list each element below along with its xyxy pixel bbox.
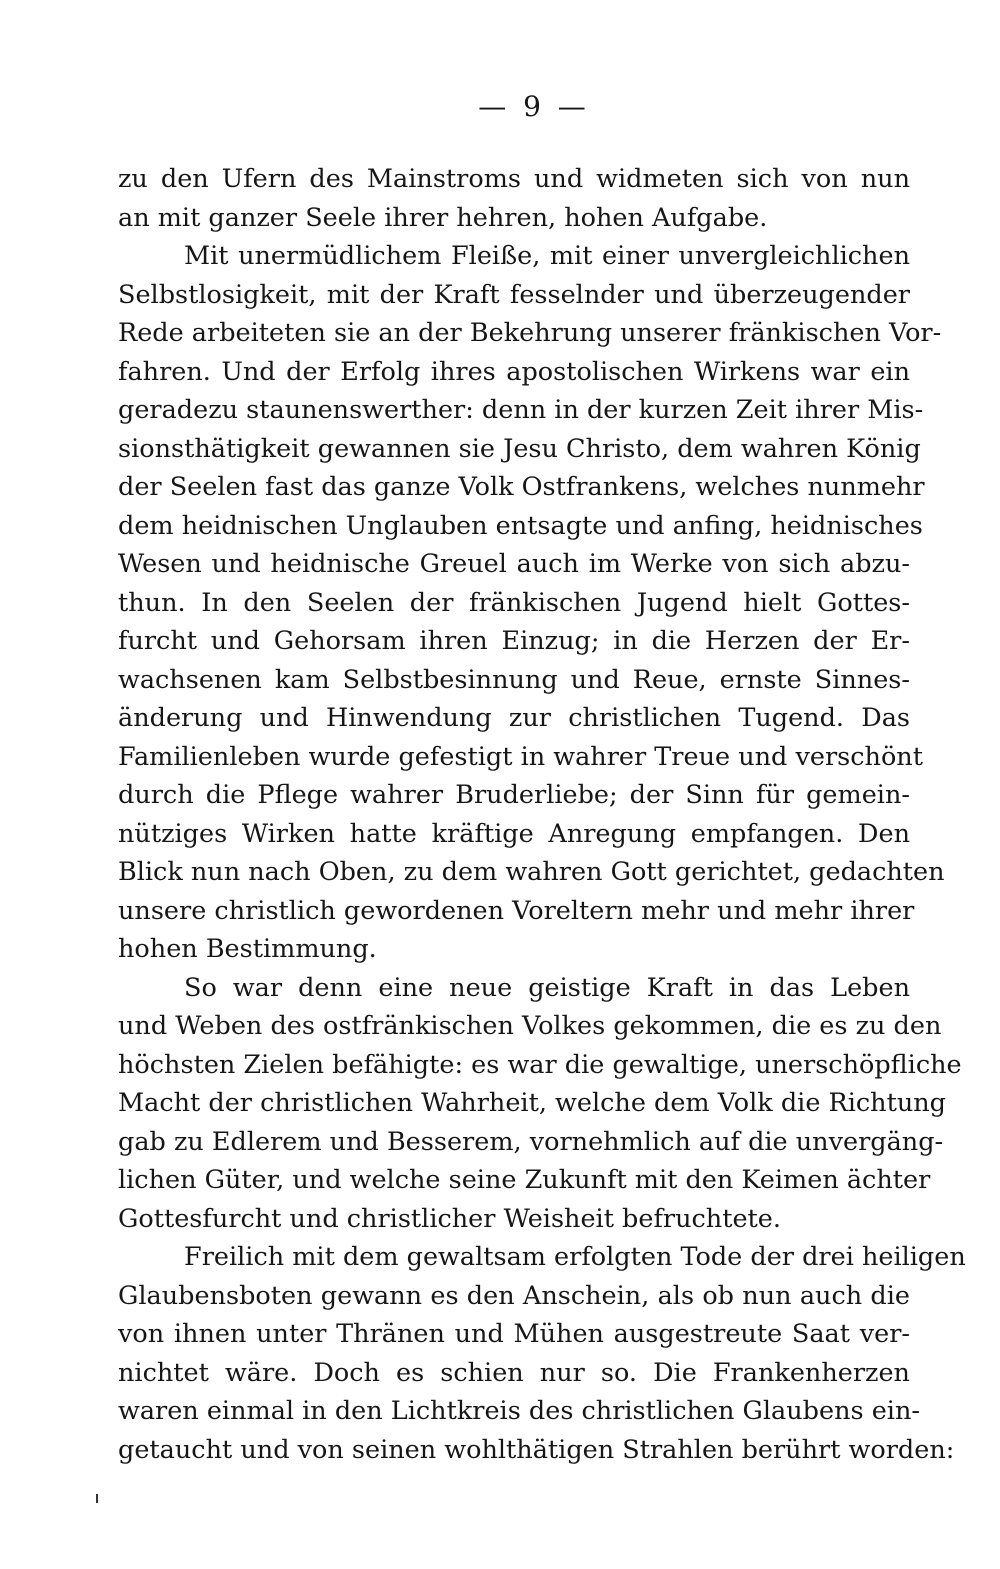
text-line: Rede arbeiteten sie an der Bekehrung unserer fränkischen Vor-: [118, 318, 942, 348]
text-line: Gottesfurcht und christlicher Weisheit befruchtete.: [118, 1203, 781, 1234]
text-line: hohen Bestimmung.: [118, 934, 377, 964]
text-line: zu den Ufern des Mainstroms und widmeten sich von nun: [118, 164, 910, 194]
text-line: und Weben des ostfränkischen Volkes gekommen, die es zu den: [118, 1011, 942, 1041]
text-line: höchsten Zielen befähigte: es war die gewaltige, unerschöpfliche: [118, 1049, 962, 1080]
text-line: wachsenen kam Selbstbesinnung und Reue, ernste Sinnes-: [118, 664, 910, 695]
text-line: So war denn eine neue geistige Kraft in das Leben: [184, 972, 910, 1003]
text-line: änderung und Hinwendung zur christlichen Tugend. Das: [118, 703, 910, 733]
text-line: durch die Pflege wahrer Bruderliebe; der Sinn für gemein-: [118, 780, 910, 810]
text-line: von ihnen unter Thränen und Mühen ausgestreute Saat ver-: [118, 1319, 910, 1349]
text-line: Selbstlosigkeit, mit der Kraft fesselnder und überzeugender: [118, 279, 910, 310]
text-line: sionsthätigkeit gewannen sie Jesu Christo, dem wahren König: [118, 433, 921, 464]
text-line: waren einmal in den Lichtkreis des christlichen Glaubens ein-: [118, 1396, 920, 1426]
text-line: an mit ganzer Seele ihrer hehren, hohen Aufgabe.: [118, 202, 768, 233]
text-line: Blick nun nach Oben, zu dem wahren Gott gerichtet, gedachten: [118, 857, 945, 887]
text-line: nütziges Wirken hatte kräftige Anregung empfangen. Den: [118, 818, 910, 849]
text-line: lichen Güter, und welche seine Zukunft mit den Keimen ächter: [118, 1165, 931, 1195]
print-mark: [96, 1494, 98, 1503]
text-line: getaucht und von seinen wohlthätigen Strahlen berührt worden:: [118, 1434, 955, 1465]
text-line: dem heidnischen Unglauben entsagte und anfing, heidnisches: [118, 510, 923, 541]
text-line: Mit unermüdlichem Fleiße, mit einer unvergleichlichen: [184, 241, 910, 271]
text-line: gab zu Edlerem und Besserem, vornehmlich auf die unvergäng-: [118, 1126, 944, 1157]
text-line: fahren. Und der Erfolg ihres apostolischen Wirkens war ein: [118, 356, 910, 387]
page-number: — 9 —: [478, 90, 590, 123]
text-line: furcht und Gehorsam ihren Einzug; in die Herzen der Er-: [118, 626, 910, 656]
text-line: Macht der christlichen Wahrheit, welche dem Volk die Richtung: [118, 1088, 947, 1118]
text-line: Wesen und heidnische Greuel auch im Werke von sich abzu-: [118, 549, 910, 579]
text-line: unsere christlich gewordenen Voreltern mehr und mehr ihrer: [118, 895, 915, 926]
text-line: Glaubensboten gewann es den Anschein, als ob nun auch die: [118, 1280, 910, 1311]
text-line: nichtet wäre. Doch es schien nur so. Die Frankenherzen: [118, 1357, 910, 1388]
text-line: Familienleben wurde gefestigt in wahrer Treue und verschönt: [118, 741, 923, 772]
body-text: [118, 160, 966, 1469]
text-line: Freilich mit dem gewaltsam erfolgten Tode der drei heiligen: [184, 1242, 966, 1272]
text-line: geradezu staunenswerther: denn in der kurzen Zeit ihrer Mis-: [118, 395, 924, 425]
text-line: der Seelen fast das ganze Volk Ostfrankens, welches nunmehr: [118, 472, 925, 502]
text-line: thun. In den Seelen der fränkischen Jugend hielt Gottes-: [118, 587, 910, 618]
